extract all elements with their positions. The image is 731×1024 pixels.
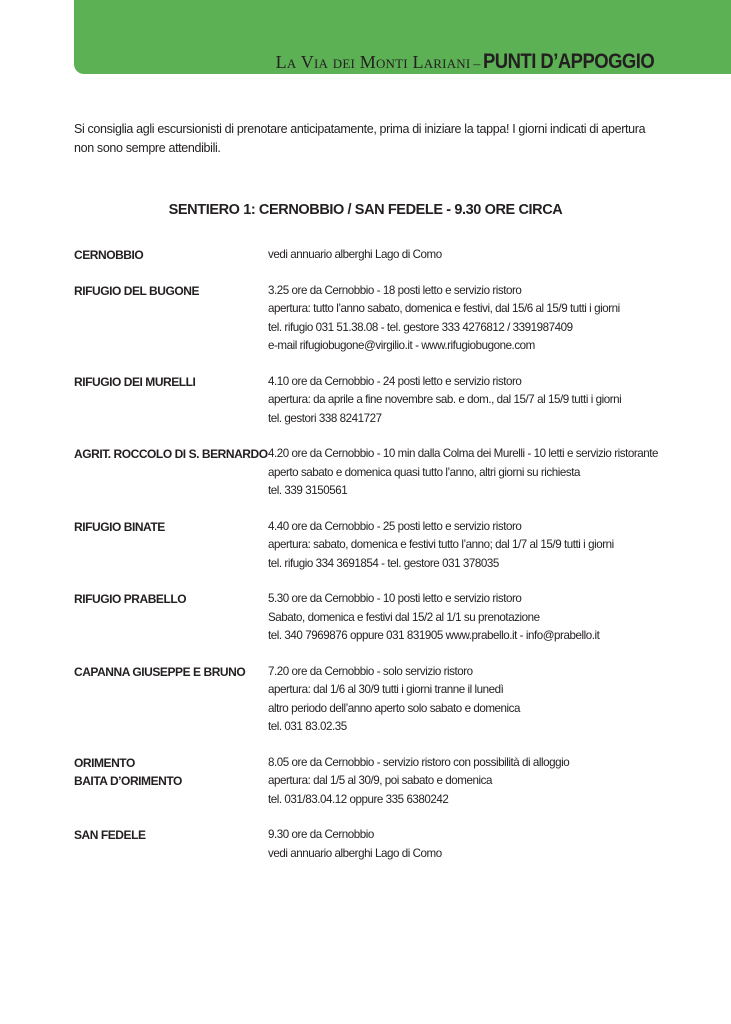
entry-name-line: CAPANNA GIUSEPPE E BRUNO xyxy=(74,664,246,679)
list-item xyxy=(74,826,674,863)
page-title-dash: – xyxy=(473,57,481,72)
entry-name-line: RIFUGIO DEI MURELLI xyxy=(74,374,196,389)
entry-name xyxy=(74,826,268,863)
entry-detail-line: apertura: sabato, domenica e festivi tutto l’anno; dal 1/7 al 15/9 tutti i giorni xyxy=(268,538,614,551)
entry-name xyxy=(74,663,268,737)
intro-line: non sono sempre attendibili. xyxy=(74,141,221,155)
intro-paragraph xyxy=(74,120,674,158)
entry-detail-line: 4.40 ore da Cernobbio - 25 posti letto e servizio ristoro xyxy=(268,519,522,533)
entry-name xyxy=(74,445,268,501)
entry-detail-line: 5.30 ore da Cernobbio - 10 posti letto e servizio ristoro xyxy=(268,592,522,605)
entry-detail-line: 4.20 ore da Cernobbio - 10 min dalla Colma dei Murelli - 10 letti e servizio ristorante xyxy=(268,447,659,460)
entry-name-line: SAN FEDELE xyxy=(74,828,146,842)
entry-detail-line: tel. rifugio 031 51.38.08 - tel. gestore 333 4276812 / 3391987409 xyxy=(268,320,573,334)
entry-detail-line: vedi annuario alberghi Lago di Como xyxy=(268,846,442,860)
entry-details xyxy=(268,282,674,356)
entry-name xyxy=(74,518,268,574)
entry-details xyxy=(268,754,674,810)
entry-detail-line: apertura: tutto l’anno sabato, domenica e festivi, dal 15/6 al 15/9 tutti i giorni xyxy=(268,302,620,315)
entry-detail-line: tel. 031/83.04.12 oppure 335 6380242 xyxy=(268,792,449,806)
entry-detail-line: aperto sabato e domenica quasi tutto l’anno, altri giorni su richiesta xyxy=(268,465,581,479)
list-item xyxy=(74,445,674,501)
entry-detail-line: apertura: dal 1/6 al 30/9 tutti i giorni tranne il lunedì xyxy=(268,683,504,696)
page-title-main: PUNTI D’APPOGGIO xyxy=(483,50,655,73)
entry-name-line: BAITA D’ORIMENTO xyxy=(74,774,182,788)
entry-name-line: CERNOBBIO xyxy=(74,248,144,262)
entry-name-line: RIFUGIO PRABELLO xyxy=(74,592,187,606)
entry-details xyxy=(268,518,674,574)
entry-detail-line: vedi annuario alberghi Lago di Como xyxy=(268,248,442,261)
entry-name-line: AGRIT. ROCCOLO DI S. BERNARDO xyxy=(74,447,268,461)
entry-detail-line: tel. 031 83.02.35 xyxy=(268,720,347,733)
list-item xyxy=(74,663,674,737)
entry-detail-line: e-mail rifugiobugone@virgilio.it - www.rifugiobugone.com xyxy=(268,339,535,352)
entry-detail-line: Sabato, domenica e festivi dal 15/2 al 1/1 su prenotazione xyxy=(268,610,540,624)
entry-details xyxy=(268,590,674,646)
entry-name-line: RIFUGIO BINATE xyxy=(74,519,165,534)
entry-detail-line: 4.10 ore da Cernobbio - 24 posti letto e servizio ristoro xyxy=(268,374,522,388)
entry-name xyxy=(74,373,268,429)
list-item xyxy=(74,373,674,429)
entry-name-line: ORIMENTO xyxy=(74,755,135,770)
entry-detail-line: 3.25 ore da Cernobbio - 18 posti letto e servizio ristoro xyxy=(268,283,522,297)
entry-details xyxy=(268,445,674,501)
list-item xyxy=(74,518,674,574)
list-item xyxy=(74,282,674,356)
entry-detail-line: altro periodo dell’anno aperto solo sabato e domenica xyxy=(268,701,521,715)
entry-detail-line: apertura: dal 1/5 al 30/9, poi sabato e domenica xyxy=(268,774,492,787)
list-item xyxy=(74,590,674,646)
intro-line: Si consiglia agli escursionisti di prenotare anticipatamente, prima di iniziare la tappa! I giorni indicati di apertura xyxy=(74,122,646,136)
page-title xyxy=(276,49,658,75)
entry-name xyxy=(74,754,268,810)
entry-detail-line: tel. gestori 338 8241727 xyxy=(268,411,382,425)
entry-details xyxy=(268,246,674,265)
entry-details xyxy=(268,826,674,863)
list-item xyxy=(74,246,674,265)
entry-name xyxy=(74,282,268,356)
entry-detail-line: 7.20 ore da Cernobbio - solo servizio ristoro xyxy=(268,664,473,678)
entry-detail-line: 9.30 ore da Cernobbio xyxy=(268,828,374,841)
entries-list xyxy=(74,246,674,880)
entry-name-line: RIFUGIO DEL BUGONE xyxy=(74,283,200,298)
entry-details xyxy=(268,373,674,429)
page-title-series: La Via dei Monti Lariani xyxy=(275,52,471,72)
entry-details xyxy=(268,663,674,737)
entry-detail-line: apertura: da aprile a fine novembre sab. e dom., dal 15/7 al 15/9 tutti i giorni xyxy=(268,393,622,406)
entry-detail-line: tel. 340 7969876 oppure 031 831905 www.prabello.it - info@prabello.it xyxy=(268,629,600,642)
entry-name xyxy=(74,590,268,646)
entry-detail-line: tel. rifugio 334 3691854 - tel. gestore 031 378035 xyxy=(268,556,499,570)
entry-detail-line: tel. 339 3150561 xyxy=(268,484,348,497)
section-heading: SENTIERO 1: CERNOBBIO / SAN FEDELE - 9.30 ORE CIRCA xyxy=(168,202,563,218)
entry-name xyxy=(74,246,268,265)
entry-detail-line: 8.05 ore da Cernobbio - servizio ristoro con possibilità di alloggio xyxy=(268,755,570,769)
list-item xyxy=(74,754,674,810)
